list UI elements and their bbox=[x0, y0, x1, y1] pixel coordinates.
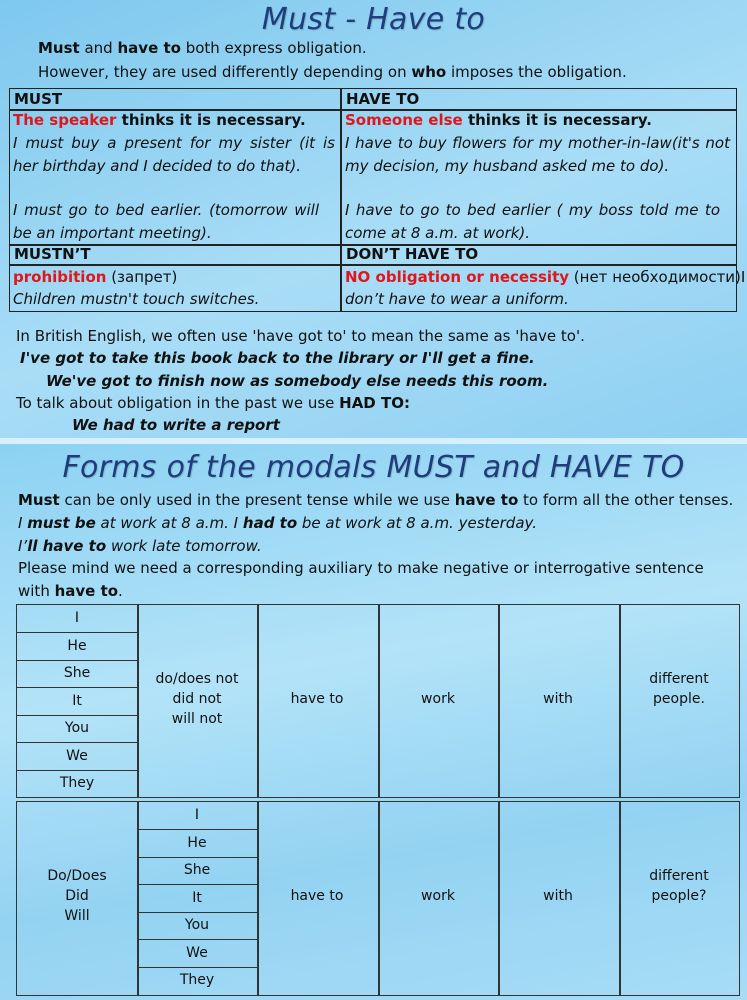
british-line-5: We had to write a report bbox=[72, 416, 280, 434]
verb-cell: have to bbox=[290, 888, 344, 904]
main-verb-cell: work bbox=[421, 691, 455, 707]
haveto-rule: Someone else thinks it is necessary. bbox=[345, 111, 652, 129]
pronoun-cell: He bbox=[187, 835, 207, 851]
object-cell: different people? bbox=[649, 868, 709, 904]
pronoun-cell: We bbox=[66, 748, 88, 764]
bottom-panel bbox=[0, 444, 747, 1000]
section-title: Forms of the modals MUST and HAVE TO bbox=[62, 450, 685, 485]
negative-forms-table bbox=[16, 604, 740, 798]
british-line-3: We've got to finish now as somebody else needs this room. bbox=[46, 372, 549, 390]
british-line-1: In British English, we often use 'have got to' to mean the same as 'have to'. bbox=[16, 327, 585, 345]
preposition-cell: with bbox=[543, 888, 573, 904]
top-panel bbox=[0, 0, 747, 440]
must-haveto-table bbox=[9, 88, 746, 312]
british-line-2: I've got to take this book back to the library or I'll get a fine. bbox=[20, 349, 535, 367]
main-verb-cell: work bbox=[421, 888, 455, 904]
mustnt-header: MUSTN’T bbox=[14, 245, 91, 263]
preposition-cell: with bbox=[543, 691, 573, 707]
intro-line-1: Must and have to both express obligation. bbox=[38, 39, 367, 57]
haveto-example-1: I have to buy flowers for my mother-in-law(it's not my decision, my husband asked me to do). bbox=[345, 134, 730, 175]
must-example-1: I must buy a present for my sister (it is her birthday and I decided to do that). bbox=[13, 134, 335, 175]
donthave-example: don’t have to wear a uniform. bbox=[345, 290, 569, 308]
pronoun-cell: I bbox=[74, 610, 80, 626]
must-rule: The speaker thinks it is necessary. bbox=[13, 111, 306, 129]
pronoun-cell: It bbox=[72, 693, 82, 709]
verb-cell: have to bbox=[290, 691, 344, 707]
must-example-2: I must go to bed earlier. (tomorrow will be an important meeting). bbox=[13, 201, 319, 242]
pronoun-cell: You bbox=[184, 917, 210, 933]
haveto-example-2: I have to go to bed earlier ( my boss told me to come at 8 a.m. at work). bbox=[345, 201, 720, 242]
pronoun-cell: We bbox=[186, 945, 208, 961]
page-title: Must - Have to bbox=[261, 2, 486, 37]
pronoun-cell: They bbox=[179, 972, 215, 988]
mustnt-rule: prohibition (запрет) bbox=[13, 268, 178, 286]
pronoun-cell: She bbox=[63, 665, 91, 681]
pronoun-cell: She bbox=[183, 862, 211, 878]
donthave-rule: NO obligation or necessity (нет необходимости)I bbox=[345, 268, 746, 286]
haveto-header: HAVE TO bbox=[346, 90, 420, 108]
pronoun-cell: They bbox=[59, 775, 95, 791]
pronoun-cell: I bbox=[194, 807, 200, 823]
forms-line-1: Must can be only used in the present tense while we use have to to form all the other tenses. bbox=[18, 491, 734, 509]
british-line-4: To talk about obligation in the past we use HAD TO: bbox=[16, 394, 410, 412]
pronoun-cell: He bbox=[67, 638, 87, 654]
pronoun-cell: You bbox=[64, 720, 90, 736]
auxiliary-cell: Do/Does Did Will bbox=[47, 868, 107, 924]
forms-line-4: Please mind we need a corresponding auxiliary to make negative or interrogative sentence bbox=[18, 559, 704, 577]
pronoun-cell: It bbox=[192, 890, 202, 906]
mustnt-example: Children mustn't touch switches. bbox=[13, 290, 260, 308]
intro-line-2: However, they are used differently depending on who imposes the obligation. bbox=[38, 63, 627, 81]
donthave-header: DON’T HAVE TO bbox=[346, 245, 479, 263]
object-cell: different people. bbox=[649, 671, 709, 707]
must-header: MUST bbox=[14, 90, 63, 108]
auxiliary-cell: do/does not did not will not bbox=[155, 671, 239, 727]
forms-line-3: I’ll have to work late tomorrow. bbox=[18, 537, 262, 555]
forms-line-5: with have to. bbox=[18, 582, 123, 600]
forms-line-2: I must be at work at 8 a.m. I had to be at work at 8 a.m. yesterday. bbox=[18, 514, 537, 532]
question-forms-table bbox=[16, 801, 740, 996]
